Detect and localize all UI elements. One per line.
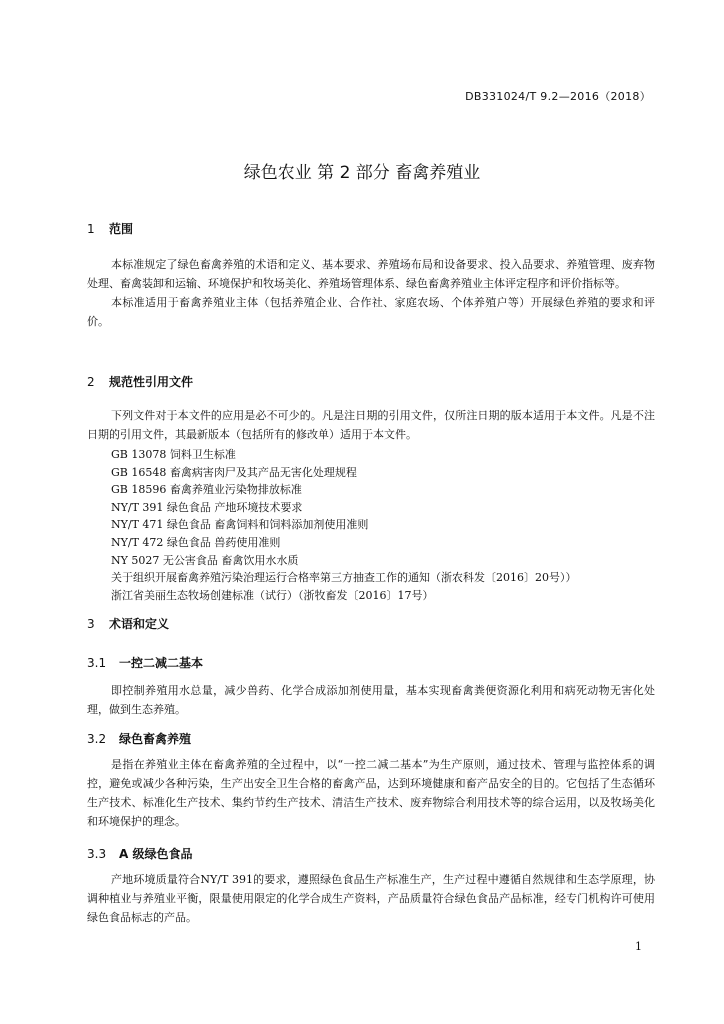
section-title: 绿色畜禽养殖 bbox=[119, 732, 192, 746]
section-title: A 级绿色食品 bbox=[119, 847, 193, 861]
section-1-heading bbox=[87, 220, 655, 237]
section-1-body bbox=[87, 255, 655, 331]
reference-list bbox=[111, 446, 671, 604]
paragraph: 是指在养殖业主体在畜禽养殖的全过程中，以“一控二减二基本”为生产原则，通过技术、管理与监控体系的调控，避免或减少各种污染，生产出安全卫生合格的畜禽产品，达到环境健康和畜产品安全的目的。它包括了生态循环生产技术、标准化生产技术、集约节约生产技术、清洁生产技术、废弃物综合利用技术等的综合运用，以及牧场美化和环境保护的理念。 bbox=[87, 758, 655, 828]
reference-item: NY/T 472 绿色食品 兽药使用准则 bbox=[111, 535, 281, 549]
section-title: 范围 bbox=[109, 222, 134, 236]
section-title: 规范性引用文件 bbox=[109, 375, 194, 389]
reference-item: NY/T 471 绿色食品 畜禽饲料和饲料添加剂使用准则 bbox=[111, 518, 369, 532]
section-number: 3.2 bbox=[87, 732, 107, 746]
section-number: 3 bbox=[87, 617, 95, 631]
page-number: 1 bbox=[635, 940, 642, 953]
section-title: 一控二减二基本 bbox=[119, 656, 204, 670]
paragraph: 本标准适用于畜禽养殖业主体（包括养殖企业、合作社、家庭农场、个体养殖户等）开展绿色养殖的要求和评价。 bbox=[87, 296, 655, 328]
paragraph: 即控制养殖用水总量，减少兽药、化学合成添加剂使用量，基本实现畜禽粪便资源化利用和病死动物无害化处理，做到生态养殖。 bbox=[87, 684, 655, 716]
section-2-heading bbox=[87, 373, 655, 390]
section-number: 3.1 bbox=[87, 656, 107, 670]
reference-item: NY/T 391 绿色食品 产地环境技术要求 bbox=[111, 500, 303, 514]
section-3-1-body bbox=[87, 681, 655, 719]
section-3-2-body bbox=[87, 755, 655, 831]
section-3-heading bbox=[87, 615, 655, 632]
section-3-3-body bbox=[87, 870, 655, 927]
section-title: 术语和定义 bbox=[109, 617, 170, 631]
paragraph: 产地环境质量符合NY/T 391的要求，遵照绿色食品生产标准生产，生产过程中遵循自然规律和生态学原理，协调种植业与养殖业平衡，限量使用限定的化学合成生产资料，产品质量符合绿色食品产品标准，经专门机构许可使用绿色食品标志的产品。 bbox=[87, 873, 655, 924]
paragraph: 本标准规定了绿色畜禽养殖的术语和定义、基本要求、养殖场布局和设备要求、投入品要求、养殖管理、废弃物处理、畜禽装卸和运输、环境保护和牧场美化、养殖场管理体系、绿色畜禽养殖业主体评定程序和评价指标等。 bbox=[87, 258, 655, 290]
document-title: 绿色农业 第 2 部分 畜禽养殖业 bbox=[243, 163, 481, 183]
paragraph: 下列文件对于本文件的应用是必不可少的。凡是注日期的引用文件，仅所注日期的版本适用于本文件。凡是不注日期的引用文件，其最新版本（包括所有的修改单）适用于本文件。 bbox=[87, 409, 655, 441]
document-code: DB331024/T 9.2—2016（2018） bbox=[465, 90, 651, 103]
section-number: 3.3 bbox=[87, 847, 107, 861]
reference-item: GB 16548 畜禽病害肉尸及其产品无害化处理规程 bbox=[111, 465, 357, 479]
section-3-2-heading bbox=[87, 730, 655, 747]
reference-item: GB 13078 饲料卫生标准 bbox=[111, 448, 236, 461]
section-number: 1 bbox=[87, 222, 95, 236]
reference-item: 浙江省美丽生态牧场创建标准（试行）（浙牧畜发〔2016〕17号） bbox=[111, 588, 434, 602]
section-3-1-heading bbox=[87, 654, 655, 671]
section-3-3-heading bbox=[87, 845, 655, 862]
reference-item: NY 5027 无公害食品 畜禽饮用水水质 bbox=[111, 553, 299, 567]
section-2-intro bbox=[87, 406, 655, 444]
reference-item: 关于组织开展畜禽养殖污染治理运行合格率第三方抽查工作的通知（浙农科发〔2016〕20号）） bbox=[111, 571, 577, 585]
section-number: 2 bbox=[87, 375, 95, 389]
reference-item: GB 18596 畜禽养殖业污染物排放标准 bbox=[111, 483, 302, 497]
